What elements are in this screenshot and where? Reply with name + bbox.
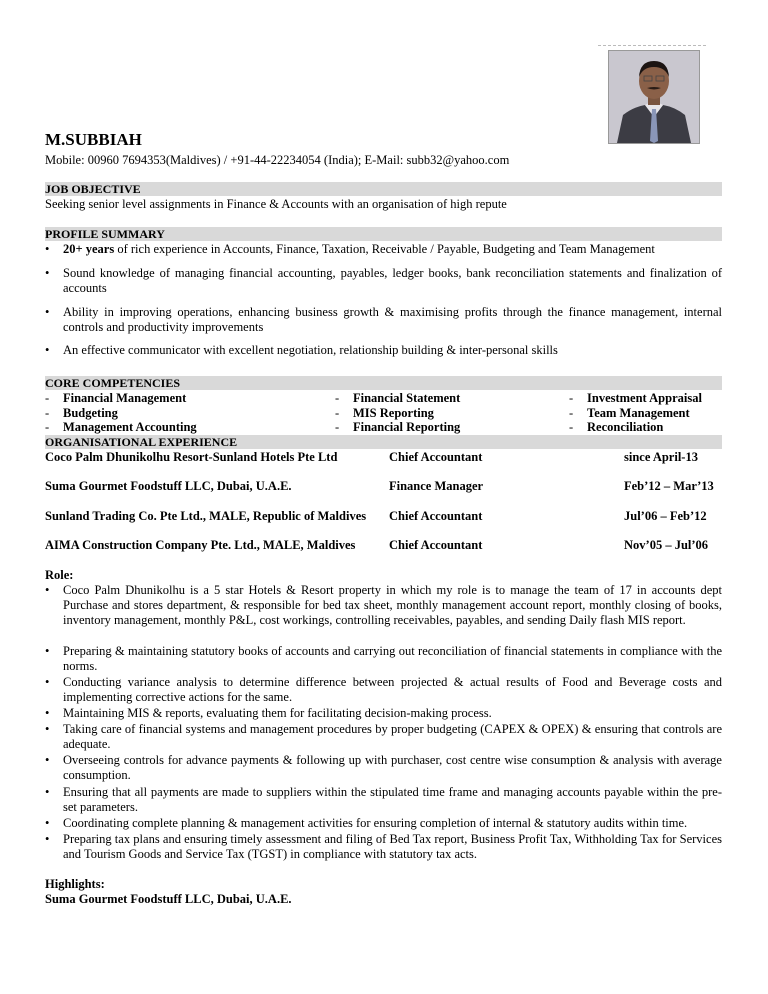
bullet-marker: • — [45, 675, 50, 689]
experience-years: 20+ years — [63, 242, 115, 256]
bullet-marker: • — [45, 753, 50, 767]
profile-summary-text: An effective communicator with excellent negotiation, relationship building & inter-personal skills — [63, 343, 558, 357]
job-objective-heading: JOB OBJECTIVE — [45, 182, 722, 196]
role-text: Maintaining MIS & reports, evaluating them for facilitating decision-making process. — [63, 706, 492, 720]
role-text: Ensuring that all payments are made to suppliers within the stipulated time frame and managing accounts payable within the pre-set parameters. — [63, 785, 722, 815]
role-text: Taking care of financial systems and management procedures by proper budgeting (CAPEX & OPEX) & ensuring that controls are adequate. — [63, 722, 722, 752]
highlights-heading: Highlights: — [45, 877, 105, 891]
role-item — [45, 785, 722, 815]
bullet-marker: • — [45, 832, 50, 846]
role-item — [45, 675, 722, 705]
experience-title: Finance Manager — [389, 479, 484, 493]
experience-period: Jul’06 – Feb’12 — [624, 509, 707, 523]
experience-company: Coco Palm Dhunikolhu Resort-Sunland Hotels Pte Ltd — [45, 450, 338, 464]
experience-title: Chief Accountant — [389, 509, 483, 523]
experience-title: Chief Accountant — [389, 450, 483, 464]
role-item — [45, 706, 722, 721]
candidate-name: M.SUBBIAH — [45, 130, 142, 149]
bullet-marker: • — [45, 583, 50, 597]
experience-period: since April-13 — [624, 450, 698, 464]
role-item — [45, 583, 722, 629]
bullet-marker: • — [45, 706, 50, 720]
profile-summary-item — [45, 343, 722, 358]
role-item — [45, 722, 722, 752]
experience-company: AIMA Construction Company Pte. Ltd., MALE, Maldives — [45, 538, 356, 552]
experience-company: Sunland Trading Co. Pte Ltd., MALE, Republic of Maldives — [45, 509, 367, 523]
bullet-marker: • — [45, 785, 50, 799]
profile-photo — [608, 50, 700, 144]
role-text: Preparing & maintaining statutory books of accounts and carrying out reconciliation of financial statements in compliance with the norms. — [63, 644, 722, 674]
role-item — [45, 644, 722, 674]
bullet-marker: • — [45, 305, 50, 319]
experience-heading: ORGANISATIONAL EXPERIENCE — [45, 435, 722, 449]
role-text: Preparing tax plans and ensuring timely assessment and filing of Bed Tax report, Business Profit Tax, Withholding Tax for Services and Tourism Goods and Service Tax (TGST) in compliance with statutory tax acts. — [63, 832, 722, 862]
highlights-company: Suma Gourmet Foodstuff LLC, Dubai, U.A.E. — [45, 892, 292, 906]
contact-line: Mobile: 00960 7694353(Maldives) / +91-44-22234054 (India); E-Mail: subb32@yahoo.com — [45, 153, 510, 167]
core-competencies-heading: CORE COMPETENCIES — [45, 376, 722, 390]
profile-summary-text: Ability in improving operations, enhancing business growth & maximising profits through the finance management, internal controls and productivity improvements — [63, 305, 722, 335]
experience-company: Suma Gourmet Foodstuff LLC, Dubai, U.A.E. — [45, 479, 292, 493]
experience-period: Nov’05 – Jul’06 — [624, 538, 709, 552]
profile-summary-heading: PROFILE SUMMARY — [45, 227, 722, 241]
role-item — [45, 832, 722, 862]
job-objective-text: Seeking senior level assignments in Finance & Accounts with an organisation of high repute — [45, 197, 507, 211]
profile-summary-item — [45, 266, 722, 296]
role-text: Overseeing controls for advance payments & following up with purchaser, cost centre wise consumption & analysis with average consumption. — [63, 753, 722, 783]
experience-title: Chief Accountant — [389, 538, 483, 552]
bullet-marker: • — [45, 722, 50, 736]
bullet-marker: • — [45, 343, 50, 357]
role-text: Conducting variance analysis to determine difference between projected & actual results of Food and Beverage costs and implementing corrective actions for the same. — [63, 675, 722, 705]
bullet-marker: • — [45, 242, 50, 256]
role-text: Coco Palm Dhunikolhu is a 5 star Hotels & Resort property in which my role is to manage the team of 17 in accounts dept Purchase and stores department, & responsible for bed tax sheet, monthly management account report, monthly closing of books, inventory management, monthly P&L, cost workings, controlling receivables, payables, and sending Daily flash MIS report. — [63, 583, 722, 628]
role-heading: Role: — [45, 568, 74, 582]
profile-summary-item — [45, 242, 722, 257]
profile-photo-image — [609, 51, 699, 143]
profile-summary-text: Sound knowledge of managing financial accounting, payables, ledger books, bank reconciliation statements and finalization of accounts — [63, 266, 722, 296]
bullet-marker: • — [45, 644, 50, 658]
role-item — [45, 753, 722, 783]
role-text: Coordinating complete planning & management activities for ensuring completion of internal & statutory audits within time. — [63, 816, 688, 830]
bullet-marker: • — [45, 816, 50, 830]
bullet-marker: • — [45, 266, 50, 280]
role-item — [45, 816, 722, 831]
profile-summary-text: of rich experience in Accounts, Finance, Taxation, Receivable / Payable, Budgeting and Team Management — [114, 242, 655, 256]
experience-period: Feb’12 – Mar’13 — [624, 479, 714, 493]
profile-summary-item — [45, 305, 722, 335]
